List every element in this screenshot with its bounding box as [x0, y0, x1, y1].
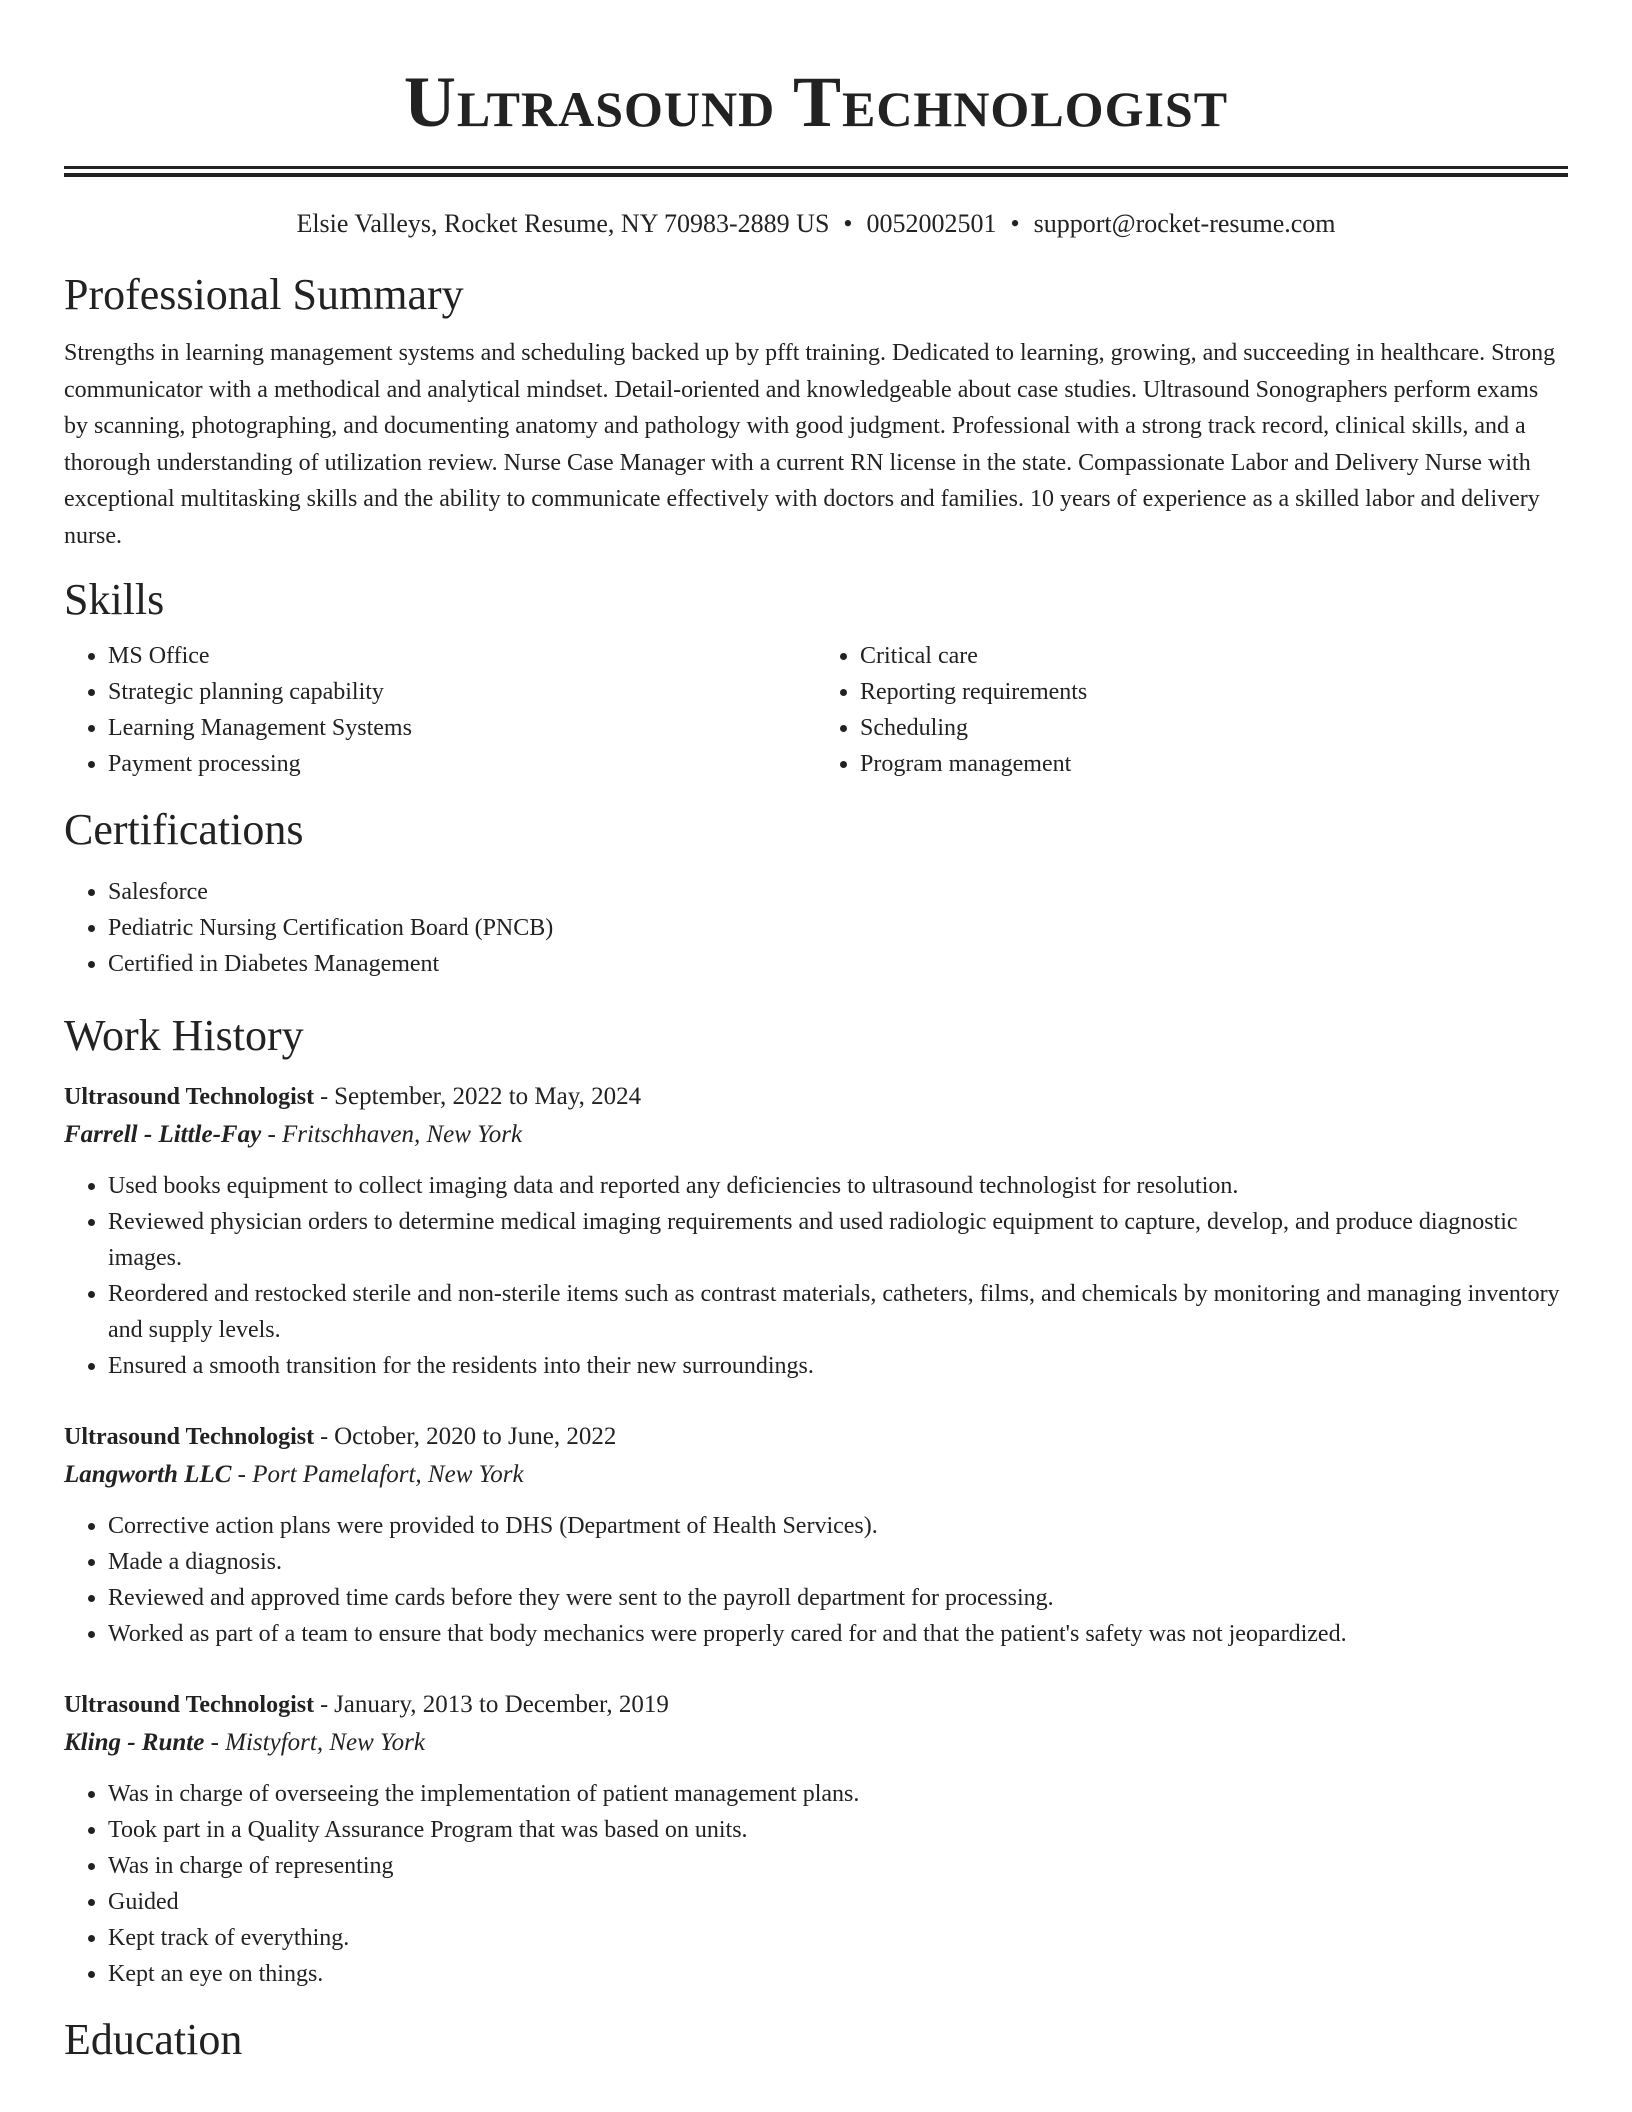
job-location: Fritschhaven, New York [282, 1121, 523, 1148]
skills-heading: Skills [64, 575, 165, 624]
skill-item: • Payment processing [108, 746, 816, 782]
job-dates: September, 2022 to May, 2024 [334, 1083, 642, 1110]
job-entry [64, 1078, 1568, 1384]
job-bullet: • Reviewed and approved time cards before they were sent to the payroll department for processing. [108, 1580, 1568, 1616]
certification-item: • Salesforce [108, 874, 1568, 910]
skills-list-right [816, 638, 1568, 782]
contact-address: Elsie Valleys, Rocket Resume, NY 70983-2889 US [296, 209, 830, 238]
certifications-heading: Certifications [64, 805, 304, 854]
job-location: Port Pamelafort, New York [252, 1461, 524, 1488]
job-bullets [64, 1508, 1568, 1652]
contact-separator: • [1010, 209, 1020, 238]
job-bullet: • Used books equipment to collect imaging data and reported any deficiencies to ultrasound technologist for resolution. [108, 1168, 1568, 1204]
job-bullet: • Was in charge of representing [108, 1848, 1568, 1884]
job-bullets [64, 1168, 1568, 1384]
job-bullet: • Was in charge of overseeing the implementation of patient management plans. [108, 1776, 1568, 1812]
job-bullets [64, 1776, 1568, 1992]
certifications-list [64, 874, 1568, 982]
job-dates: October, 2020 to June, 2022 [334, 1423, 617, 1450]
job-bullet: • Made a diagnosis. [108, 1544, 1568, 1580]
education-heading: Education [64, 2015, 243, 2064]
resume-title: Ultrasound Technologist [403, 62, 1229, 142]
skill-item: • Critical care [860, 638, 1568, 674]
skill-item: • MS Office [108, 638, 816, 674]
job-title-line: Ultrasound Technologist - September, 2022 to May, 2024 [64, 1083, 642, 1110]
job-role: Ultrasound Technologist [64, 1424, 315, 1450]
job-bullet: • Guided [108, 1884, 1568, 1920]
job-title-line: Ultrasound Technologist - January, 2013 to December, 2019 [64, 1691, 669, 1718]
certification-item: • Certified in Diabetes Management [108, 946, 1568, 982]
job-entry [64, 1686, 1568, 1992]
contact-phone: 0052002501 [866, 209, 997, 238]
job-role: Ultrasound Technologist [64, 1084, 315, 1110]
job-role: Ultrasound Technologist [64, 1692, 315, 1718]
skills-columns [64, 638, 1568, 782]
contact-line [64, 207, 1568, 241]
contact-email: support@rocket-resume.com [1033, 209, 1336, 238]
skill-item: • Strategic planning capability [108, 674, 816, 710]
contact-separator: • [843, 209, 853, 238]
skills-list-left [64, 638, 816, 782]
skill-item: • Reporting requirements [860, 674, 1568, 710]
certification-item: • Pediatric Nursing Certification Board (PNCB) [108, 910, 1568, 946]
job-company: Farrell - Little-Fay [64, 1121, 262, 1148]
job-bullet: • Kept track of everything. [108, 1920, 1568, 1956]
job-title-line: Ultrasound Technologist - October, 2020 to June, 2022 [64, 1423, 617, 1450]
summary-heading: Professional Summary [64, 270, 464, 319]
work-history-heading: Work History [64, 1011, 304, 1060]
skill-item: • Scheduling [860, 710, 1568, 746]
job-company: Langworth LLC [64, 1461, 232, 1488]
summary-text: Strengths in learning management systems and scheduling backed up by pfft training. Dedicated to learning, growing, and succeeding in healthcare. Strong communicator with a methodical and analytical mindset. Detail-oriented and knowledgeable about case studies. Ultrasound Sonographers perform exams by scanning, photographing, and documenting anatomy and pathology with good judgment. Professional with a strong track record, clinical skills, and a thorough understanding of utilization review. Nurse Case Manager with a current RN license in the state. Compassionate Labor and Delivery Nurse with exceptional multitasking skills and the ability to communicate effectively with doctors and families. 10 years of experience as a skilled labor and delivery nurse. [64, 340, 1556, 549]
job-employer-line: Langworth LLC - Port Pamelafort, New York [64, 1461, 524, 1488]
job-bullet: • Reordered and restocked sterile and non-sterile items such as contrast materials, catheters, films, and chemicals by monitoring and managing inventory and supply levels. [108, 1276, 1568, 1348]
job-employer-line: Farrell - Little-Fay - Fritschhaven, New York [64, 1121, 523, 1148]
job-bullet: • Corrective action plans were provided to DHS (Department of Health Services). [108, 1508, 1568, 1544]
job-entry [64, 1418, 1568, 1652]
title-divider [64, 166, 1568, 177]
job-location: Mistyfort, New York [225, 1729, 425, 1756]
skill-item: • Program management [860, 746, 1568, 782]
job-dates: January, 2013 to December, 2019 [334, 1691, 669, 1718]
job-company: Kling - Runte [64, 1729, 205, 1756]
job-employer-line: Kling - Runte - Mistyfort, New York [64, 1729, 425, 1756]
job-bullet: • Took part in a Quality Assurance Program that was based on units. [108, 1812, 1568, 1848]
skill-item: • Learning Management Systems [108, 710, 816, 746]
job-bullet: • Worked as part of a team to ensure that body mechanics were properly cared for and that the patient's safety was not jeopardized. [108, 1616, 1568, 1652]
job-bullet: • Ensured a smooth transition for the residents into their new surroundings. [108, 1348, 1568, 1384]
job-bullet: • Reviewed physician orders to determine medical imaging requirements and used radiologic equipment to capture, develop, and produce diagnostic images. [108, 1204, 1568, 1276]
job-bullet: • Kept an eye on things. [108, 1956, 1568, 1992]
